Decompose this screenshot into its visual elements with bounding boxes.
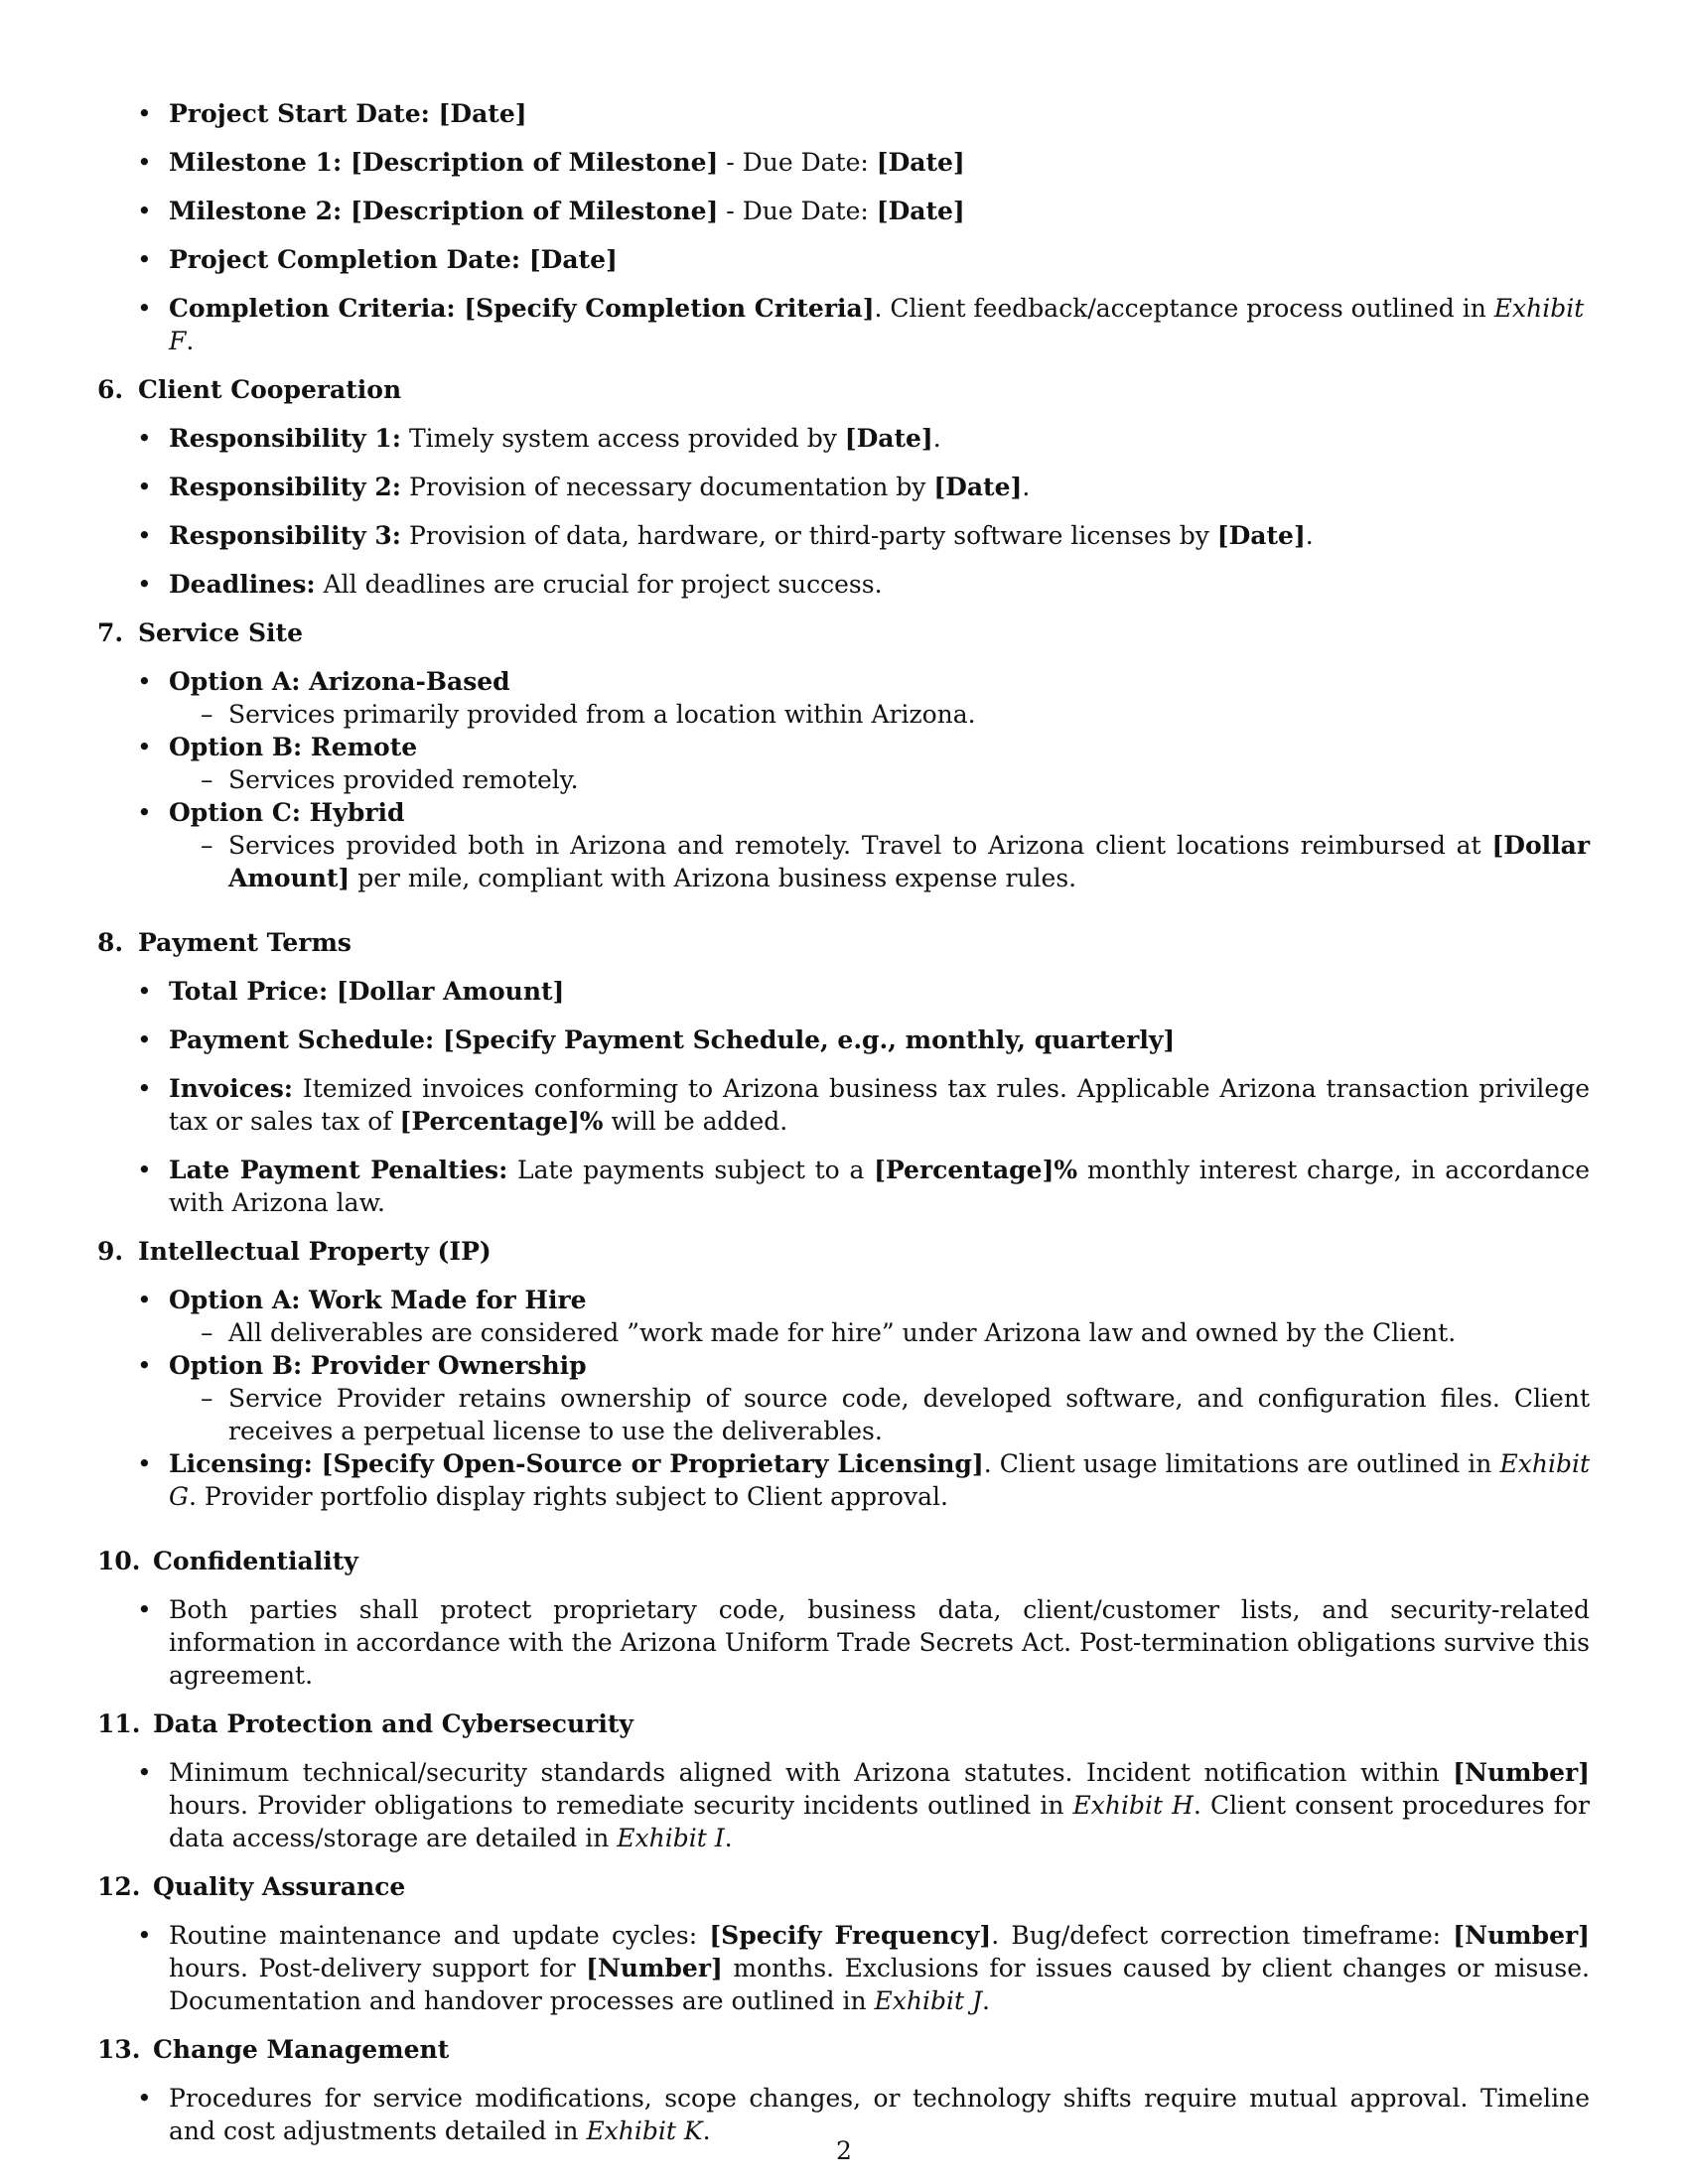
page-number: 2 — [836, 2136, 852, 2165]
section-6-list — [97, 422, 1590, 601]
bullet-icon: • — [137, 424, 152, 453]
list-item: • Project Completion Date: [Date] — [137, 245, 618, 274]
list-item: • Total Price: [Dollar Amount] — [137, 977, 565, 1006]
list-item: • Milestone 1: [Description of Milestone] - Due Date: [Date] — [137, 148, 965, 177]
bullet-icon: • — [137, 1351, 152, 1380]
section-11-list — [97, 1756, 1590, 1854]
bullet-icon: • — [137, 1074, 152, 1103]
list-item: • Routine maintenance and update cycles: [Specify Frequency]. Bug/defect correction timeframe: [Number] hours. Post-delivery support for [Number] months. Exclusions for issues caused by client changes or misuse. Documentation and handover processes are outlined in Exhibit J. — [137, 1921, 1590, 2015]
list-item: • Option A: Arizona-Based – Services primarily provided from a location within Arizona. — [97, 665, 1590, 731]
dash-icon: – — [201, 1318, 213, 1347]
document-body — [97, 97, 1590, 2163]
list-item: • Option C: Hybrid – Services provided both in Arizona and remotely. Travel to Arizona client locations reimbursed at [Dollar Amount] per mile, compliant with Arizona business expense rules. — [97, 796, 1590, 894]
section-heading: 7. Service Site — [97, 618, 303, 647]
list-item: • Licensing: [Specify Open-Source or Proprietary Licensing]. Client usage limitations are outlined in Exhibit G. Provider portfolio display rights subject to Client approval. — [137, 1449, 1590, 1511]
bullet-icon: • — [137, 2084, 152, 2113]
list-item: • Late Payment Penalties: Late payments subject to a [Percentage]% monthly interest charge, in accordance with Arizona law. — [137, 1156, 1591, 1217]
section-7-list — [97, 665, 1590, 894]
bullet-icon: • — [137, 798, 152, 827]
section-heading: 12. Quality Assurance — [97, 1872, 406, 1901]
dash-icon: – — [201, 700, 213, 729]
list-item: • Milestone 2: [Description of Milestone] - Due Date: [Date] — [137, 197, 965, 225]
section-heading: 13. Change Management — [97, 2035, 450, 2064]
section-5-list — [97, 97, 1590, 357]
sub-item: – Services provided remotely. — [201, 765, 579, 794]
bullet-icon: • — [137, 1286, 152, 1314]
bullet-icon: • — [137, 977, 152, 1006]
bullet-icon: • — [137, 1449, 152, 1478]
bullet-icon: • — [137, 1025, 152, 1054]
list-item: • Both parties shall protect proprietary code, business data, client/customer lists, and security-related information in accordance with the Arizona Uniform Trade Secrets Act. Post-termination obligations survive this agreement. — [137, 1595, 1590, 1690]
sub-item: – All deliverables are considered ”work made for hire” under Arizona law and owned by the Client. — [201, 1318, 1457, 1347]
list-item: • Payment Schedule: [Specify Payment Schedule, e.g., monthly, quarterly] — [137, 1025, 1176, 1054]
list-item: • Option B: Remote – Services provided remotely. — [97, 731, 1590, 796]
list-item: • Option A: Work Made for Hire – All deliverables are considered ”work made for hire” under Arizona law and owned by the Client. — [97, 1284, 1590, 1349]
bullet-icon: • — [137, 1758, 152, 1787]
bullet-icon: • — [137, 1156, 152, 1184]
list-item: • Invoices: Itemized invoices conforming to Arizona business tax rules. Applicable Arizona transaction privilege tax or sales tax of [Percentage]% will be added. — [137, 1074, 1590, 1136]
list-item: • Project Start Date: [Date] — [137, 99, 527, 128]
sub-item: – Services provided both in Arizona and remotely. Travel to Arizona client locations reimbursed at [Dollar Amount] per mile, compliant with Arizona business expense rules. — [201, 831, 1590, 892]
section-12-list — [97, 1919, 1590, 2017]
list-item: • Responsibility 1: Timely system access provided by [Date]. — [137, 424, 941, 453]
list-item: • Completion Criteria: [Specify Completion Criteria]. Client feedback/acceptance process outlined in Exhibit F. — [137, 294, 1585, 355]
section-heading: 11. Data Protection and Cybersecurity — [97, 1709, 633, 1738]
section-heading: 9. Intellectual Property (IP) — [97, 1237, 492, 1266]
list-item: • Deadlines: All deadlines are crucial for project success. — [137, 570, 883, 599]
bullet-icon: • — [137, 197, 152, 225]
bullet-icon: • — [137, 294, 152, 323]
list-item: • Responsibility 2: Provision of necessary documentation by [Date]. — [137, 473, 1031, 501]
bullet-icon: • — [137, 521, 152, 550]
section-9-list — [97, 1284, 1590, 1513]
bullet-icon: • — [137, 99, 152, 128]
bullet-icon: • — [137, 1595, 152, 1624]
bullet-icon: • — [137, 667, 152, 696]
list-item: • Responsibility 3: Provision of data, hardware, or third-party software licenses by [Date]. — [137, 521, 1314, 550]
bullet-icon: • — [137, 473, 152, 501]
dash-icon: – — [201, 1384, 213, 1413]
sub-item: – Service Provider retains ownership of source code, developed software, and configuration files. Client receives a perpetual license to use the deliverables. — [201, 1384, 1590, 1445]
bullet-icon: • — [137, 245, 152, 274]
section-heading: 8. Payment Terms — [97, 928, 352, 957]
list-item: • Minimum technical/security standards aligned with Arizona statutes. Incident notification within [Number] hours. Provider obligations to remediate security incidents outlined in Exhibit H. Client consent procedures for data access/storage are detailed in Exhibit I. — [137, 1758, 1590, 1852]
bullet-icon: • — [137, 148, 152, 177]
list-item: • Procedures for service modifications, scope changes, or technology shifts require mutual approval. Timeline and cost adjustments detailed in Exhibit K. — [137, 2084, 1590, 2145]
section-8-list — [97, 975, 1590, 1219]
section-10-list — [97, 1593, 1590, 1692]
bullet-icon: • — [137, 733, 152, 761]
bullet-icon: • — [137, 570, 152, 599]
list-item: • Option B: Provider Ownership – Service Provider retains ownership of source code, developed software, and configuration files. Client receives a perpetual license to use the deliverables. — [97, 1349, 1590, 1447]
dash-icon: – — [201, 765, 213, 794]
section-heading: 10. Confidentiality — [97, 1547, 358, 1575]
bullet-icon: • — [137, 1921, 152, 1950]
sub-item: – Services primarily provided from a location within Arizona. — [201, 700, 976, 729]
dash-icon: – — [201, 831, 213, 860]
section-heading: 6. Client Cooperation — [97, 375, 402, 404]
